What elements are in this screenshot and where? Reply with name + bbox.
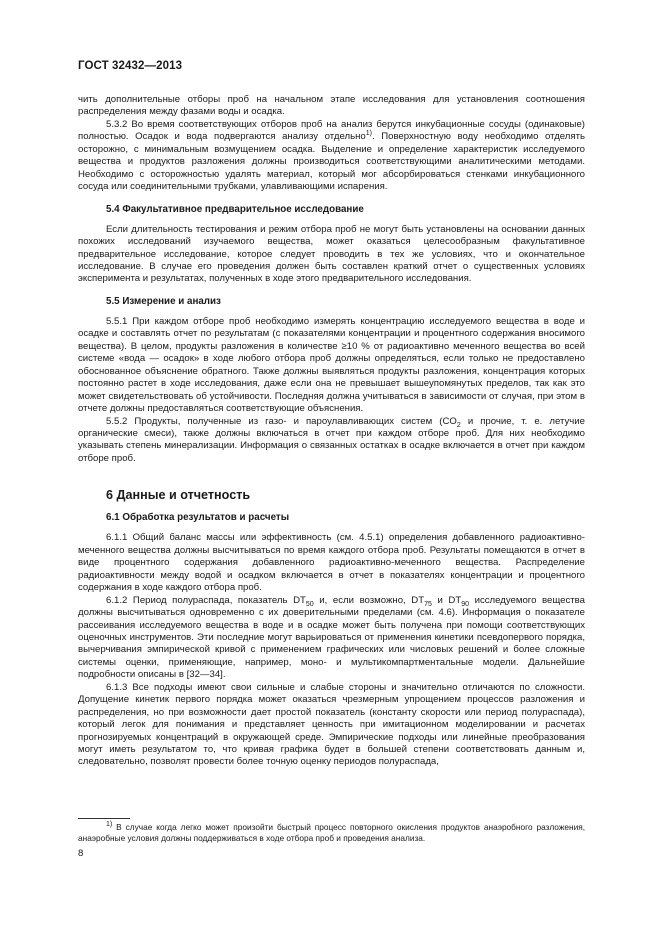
footnote-separator <box>78 818 130 819</box>
paragraph-6-1-2-part-a: 6.1.2 Период полураспада, показатель DT <box>106 594 306 606</box>
subscript-dt90: 90 <box>461 600 469 608</box>
paragraph-6-1-2-part-b: и, если возможно, DT <box>313 594 425 606</box>
subscript-co2: 2 <box>456 421 461 429</box>
footnote-marker: 1) <box>106 821 113 829</box>
paragraph-5-5-2 <box>78 416 585 466</box>
paragraph-6-1-2 <box>78 595 585 682</box>
heading-section-6: 6 Данные и отчетность <box>106 488 251 503</box>
paragraph-5-4: Если длительность тестирования и режим отбора проб не могут быть установлены на основании данных похожих исследований изучаемого вещества, может оказаться целесообразным факультативное предварительное исследование, которое следует проводить в тех же условиях, что и окончательное исследование. В случае его проведения должен быть составлен краткий отчет о существенных условиях эксперимента и результатах, полученных в ходе этого предварительного исследования. <box>78 223 585 285</box>
paragraph-6-1-2-part-c: и DT <box>431 594 462 606</box>
footnote-body: В случае когда легко может произойти быстрый процесс повторного окисления продуктов анаэробного разложения, анаэробные условия должны поддерживаться в ходе отбора проб и проведения анализа. <box>78 822 585 843</box>
paragraph-6-1-2-part-d: исследуемого вещества должны высчитываться одновременно с их доверительными пределами (см. 4.6). Информация о показателе рассеивания исследуемого вещества в воде и в осадке может быть получена при помощи соответствующих оценочных инструментов. Эти последние могут варьироваться от применения кинетики псевдопервого порядка, вычерчивания эмпирической кривой с применением графических или числовых решений и более сложные системы оценки, применяющие, например, моно- и мультикомпартментальные модели. Дальнейшие подробности описаны в [32—34]. <box>78 594 585 681</box>
paragraph-5-3-2-part-a: 5.3.2 Во время соответствующих отборов проб на анализ берутся инкубационные сосуды (одинаковые) полностью. Осадок и вода подвергаются анализу отдельно <box>78 118 585 143</box>
paragraph-5-3-2 <box>78 119 585 194</box>
paragraph-5-5-2-part-a: 5.5.2 Продукты, полученные из газо- и пароулавливающих систем (CO <box>106 415 457 427</box>
document-header: ГОСТ 32432—2013 <box>78 60 183 72</box>
heading-5-4: 5.4 Факультативное предварительное исследование <box>106 203 364 215</box>
paragraph-intro: чить дополнительные отборы проб на начальном этапе исследования для установления соотношения распределения между фазами воды и осадка. <box>78 94 585 118</box>
paragraph-5-5-1: 5.5.1 При каждом отборе проб необходимо измерять концентрацию исследуемого вещества в воде и осадке и составлять отчет по результатам (с показателями концентрации и процентного содержания вносимого вещества). В целом, продукты разложения в количестве ≥10 % от радиоактивно меченного вещества во всей системе «вода — осадок» в ходе любого отбора проб должны определяться, если только не предоставлено обоснованное объяснение обратного. Также должны выявляться продукты разложения, концентрация которых постоянно растет в ходе исследования, даже если она не превышает вышеупомянутых пределов, так как это может свидетельствовать об устойчивости. Последняя должна учитываться в зависимости от случая, при этом в отчете должны предоставляться соответствующие объяснения. <box>78 315 585 415</box>
footnote-text <box>78 822 585 844</box>
page-number: 8 <box>78 848 84 859</box>
heading-6-1: 6.1 Обработка результатов и расчеты <box>106 512 290 524</box>
heading-5-5: 5.5 Измерение и анализ <box>106 295 221 307</box>
paragraph-5-3-2-part-b: . Поверхностную воду необходимо отделять осторожно, с минимальным возмущением осадка. Выделение и определение характеристик исследуемого вещества и продуктов разложения должны производиться соответствующими аналитическими методами. Необходимо с осторожностью удалять материал, который мог абсорбироваться стенками инкубационного сосуда или соединительными трубками, улавливающими испарения. <box>78 131 585 193</box>
paragraph-6-1-3: 6.1.3 Все подходы имеют свои сильные и слабые стороны и значительно отличаются по сложности. Допущение кинетик первого порядка может оказаться чрезмерным упрощением процессов разложения и распределения, но при возможности дает простой показатель (константу скорости или период полураспада), который легок для понимания и представляет ценность при имитационном моделировании и расчетах прогнозируемых концентраций в окружающей среде. Эмпирические подходы или линейные преобразования могут иметь результатом то, что кривая графика будет в большей степени соответствовать данным и, следовательно, позволят провести более точную оценку периодов полураспада, <box>78 681 585 768</box>
paragraph-5-5-2-part-b: и прочие, т. е. летучие органические смеси), также должны включаться в отчет при каждом отборе проб. Для них необходимо указывать степень минерализации. Информация о связанных остатках в осадке включается в отчет при каждом отборе проб. <box>78 415 585 464</box>
subscript-dt75: 75 <box>424 600 432 608</box>
paragraph-6-1-1: 6.1.1 Общий баланс массы или эффективность (см. 4.5.1) определения добавленного радиоактивно-меченного вещества должны высчитываться по время каждого отбора проб. Результаты помещаются в отчет в виде процентного содержания добавленного радиоактивно-меченного вещества. Распределение радиоактивности между водой и осадком включается в отчет в показателях концентрации и процентного содержания в ходе каждого отбора проб. <box>78 532 585 594</box>
footnote-reference[interactable]: 1) <box>365 130 372 138</box>
footnote <box>78 818 585 844</box>
page-body <box>78 94 585 769</box>
subscript-dt50: 50 <box>305 600 314 608</box>
